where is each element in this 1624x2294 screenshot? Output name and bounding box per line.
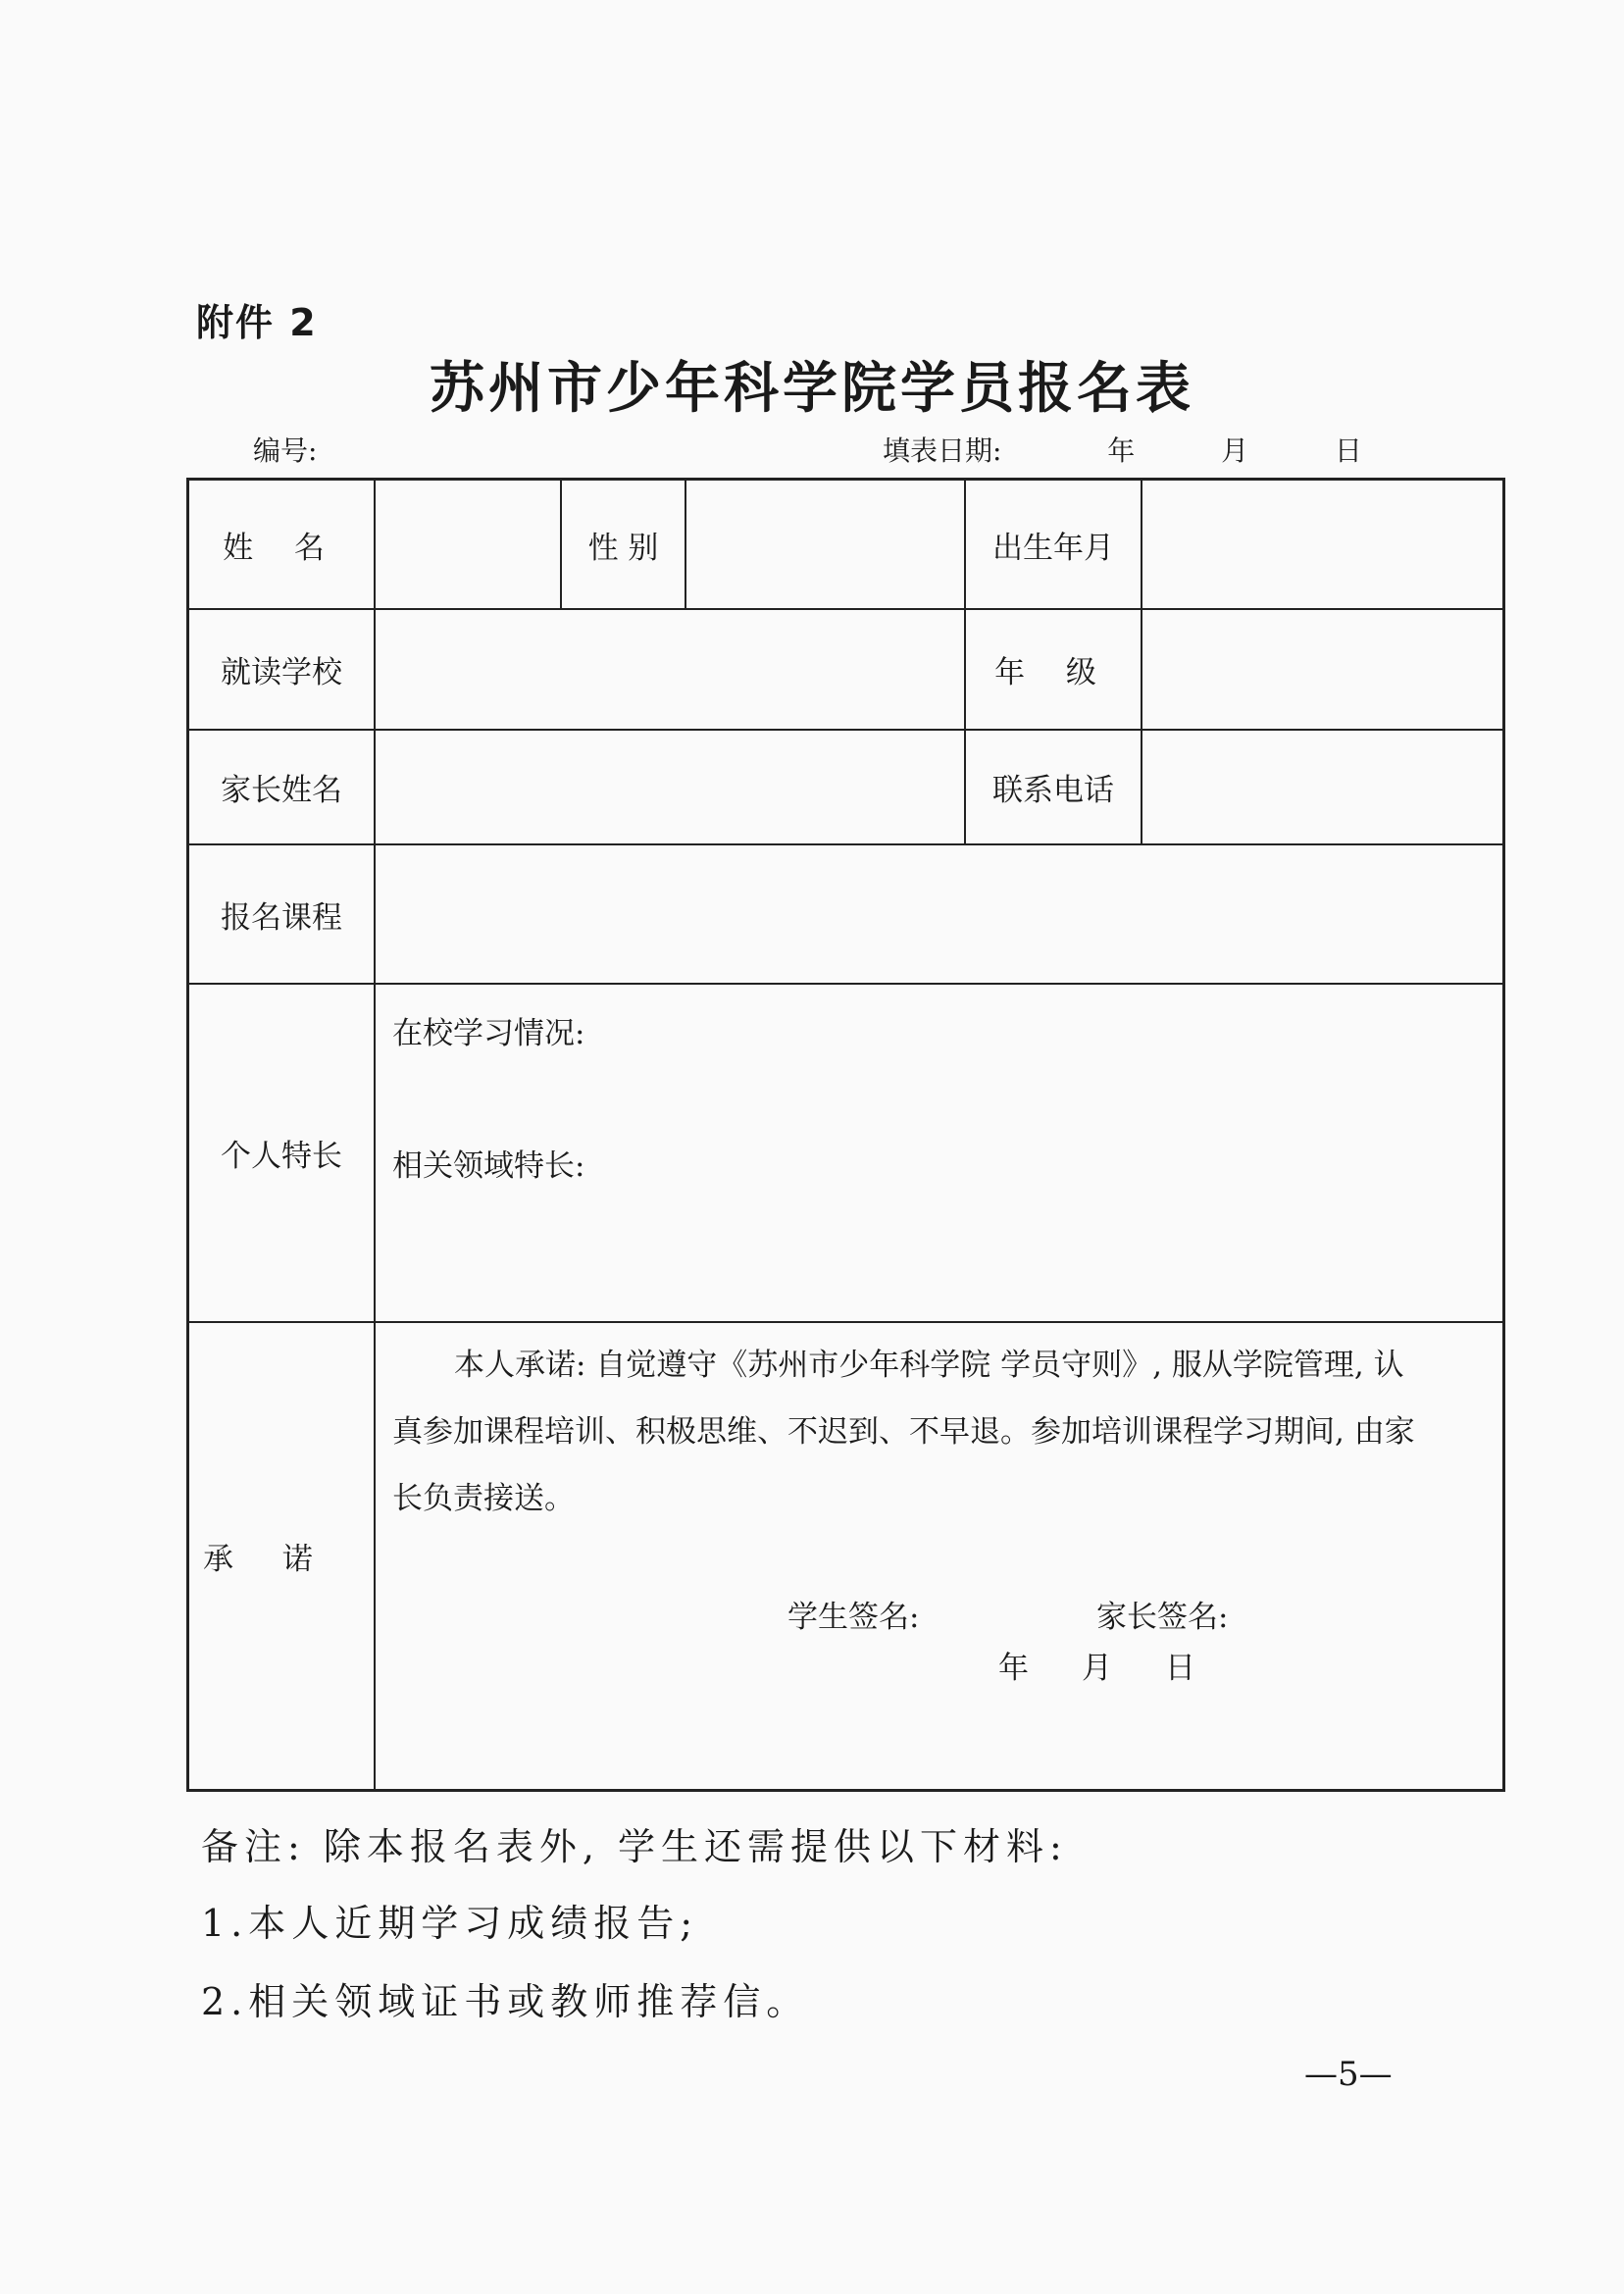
sign-date-year: 年	[998, 1651, 1029, 1686]
sign-date-month: 月	[1082, 1651, 1112, 1686]
notes-line-2: 1.本人近期学习成绩报告;	[201, 1902, 699, 1945]
pledge-line-3: 长负责接送。	[392, 1481, 575, 1516]
pledge-label: 承 诺	[203, 1542, 332, 1577]
name-label: 姓 名	[223, 530, 340, 566]
specialty-label: 个人特长	[221, 1139, 342, 1174]
fill-date	[883, 430, 1362, 469]
pledge-line-1: 本人承诺: 自觉遵守《苏州市少年科学院 学员守则》, 服从学院管理, 认	[454, 1348, 1404, 1383]
name-field[interactable]	[376, 481, 560, 608]
attachment-label: 附件 2	[196, 301, 318, 344]
fill-date-year: 年	[1107, 434, 1136, 467]
fill-date-month: 月	[1221, 434, 1249, 467]
fill-date-day: 日	[1334, 434, 1362, 467]
registration-table	[186, 478, 1505, 1792]
notes-line-3: 2.相关领域证书或教师推荐信。	[201, 1980, 810, 2023]
course-label: 报名课程	[221, 899, 342, 936]
page-number: —5—	[1304, 2055, 1393, 2094]
sign-date-day: 日	[1165, 1651, 1195, 1686]
gender-label: 性 别	[587, 530, 659, 566]
study-situation-prompt: 在校学习情况:	[392, 1016, 585, 1051]
parent-signature-label: 家长签名:	[1096, 1600, 1229, 1635]
grade-field[interactable]	[1142, 610, 1502, 729]
parent-name-label: 家长姓名	[221, 773, 342, 808]
form-title: 苏州市少年科学院学员报名表	[430, 356, 1194, 421]
school-label: 就读学校	[221, 655, 342, 690]
notes-line-1: 备注: 除本报名表外, 学生还需提供以下材料:	[201, 1825, 1068, 1868]
phone-label: 联系电话	[992, 773, 1114, 808]
field-specialty-prompt: 相关领域特长:	[392, 1148, 585, 1184]
school-field[interactable]	[376, 610, 964, 729]
phone-field[interactable]	[1142, 731, 1502, 843]
fill-date-label: 填表日期:	[883, 434, 1002, 467]
serial-number-label: 编号:	[253, 434, 318, 467]
parent-name-field[interactable]	[376, 731, 964, 843]
gender-field[interactable]	[686, 481, 964, 608]
grade-label: 年 级	[994, 655, 1112, 690]
student-signature-label: 学生签名:	[787, 1600, 920, 1635]
birth-field[interactable]	[1142, 481, 1502, 608]
birth-label: 出生年月	[992, 530, 1114, 566]
course-field[interactable]	[376, 845, 1502, 983]
pledge-line-2: 真参加课程培训、积极思维、不迟到、不早退。参加培训课程学习期间, 由家	[392, 1414, 1415, 1450]
